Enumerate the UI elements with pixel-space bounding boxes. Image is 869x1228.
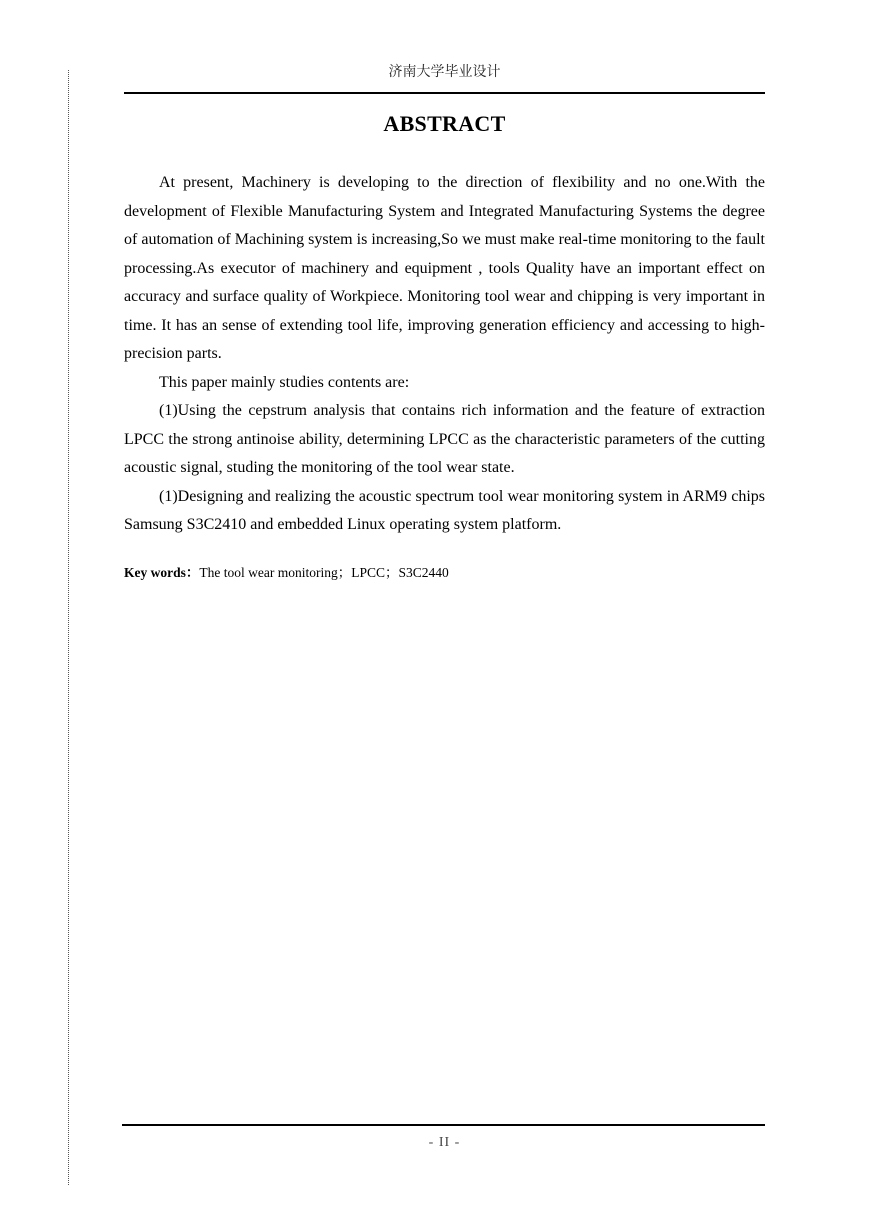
abstract-paragraph: (1)Designing and realizing the acoustic spectrum tool wear monitoring system in ARM9 chips Samsung S3C2410 and embedded Linux operating system platform.: [124, 487, 765, 533]
abstract-paragraph: This paper mainly studies contents are:: [159, 373, 410, 391]
header-rule: [124, 92, 765, 94]
binding-margin-line: [68, 70, 69, 1185]
footer-rule: [122, 1124, 765, 1126]
page-number: - II -: [428, 1135, 461, 1150]
keywords-label: Key words：: [124, 565, 200, 580]
keywords-line: [124, 563, 765, 583]
abstract-heading: ABSTRACT: [383, 111, 506, 136]
abstract-body: [124, 169, 765, 540]
abstract-paragraph: At present, Machinery is developing to the direction of flexibility and no one.With the development of Flexible Manufacturing System and Integrated Manufacturing Systems the degree of automation of Machining system is increasing,So we must make real-time monitoring to the fault processing.As executor of machinery and equipment , tools Quality have an important effect on accuracy and surface quality of Workpiece. Monitoring tool wear and chipping is very important in time. It has an sense of extending tool life, improving generation efficiency and accessing to high-precision parts.: [124, 174, 765, 362]
abstract-paragraph: (1)Using the cepstrum analysis that contains rich information and the feature of extraction LPCC the strong antinoise ability, determining LPCC as the characteristic parameters of the cutting acoustic signal, studing the monitoring of the tool wear state.: [124, 402, 765, 476]
keywords-text: The tool wear monitoring；LPCC；S3C2440: [199, 565, 449, 580]
page-header-title: 济南大学毕业设计: [388, 65, 501, 80]
